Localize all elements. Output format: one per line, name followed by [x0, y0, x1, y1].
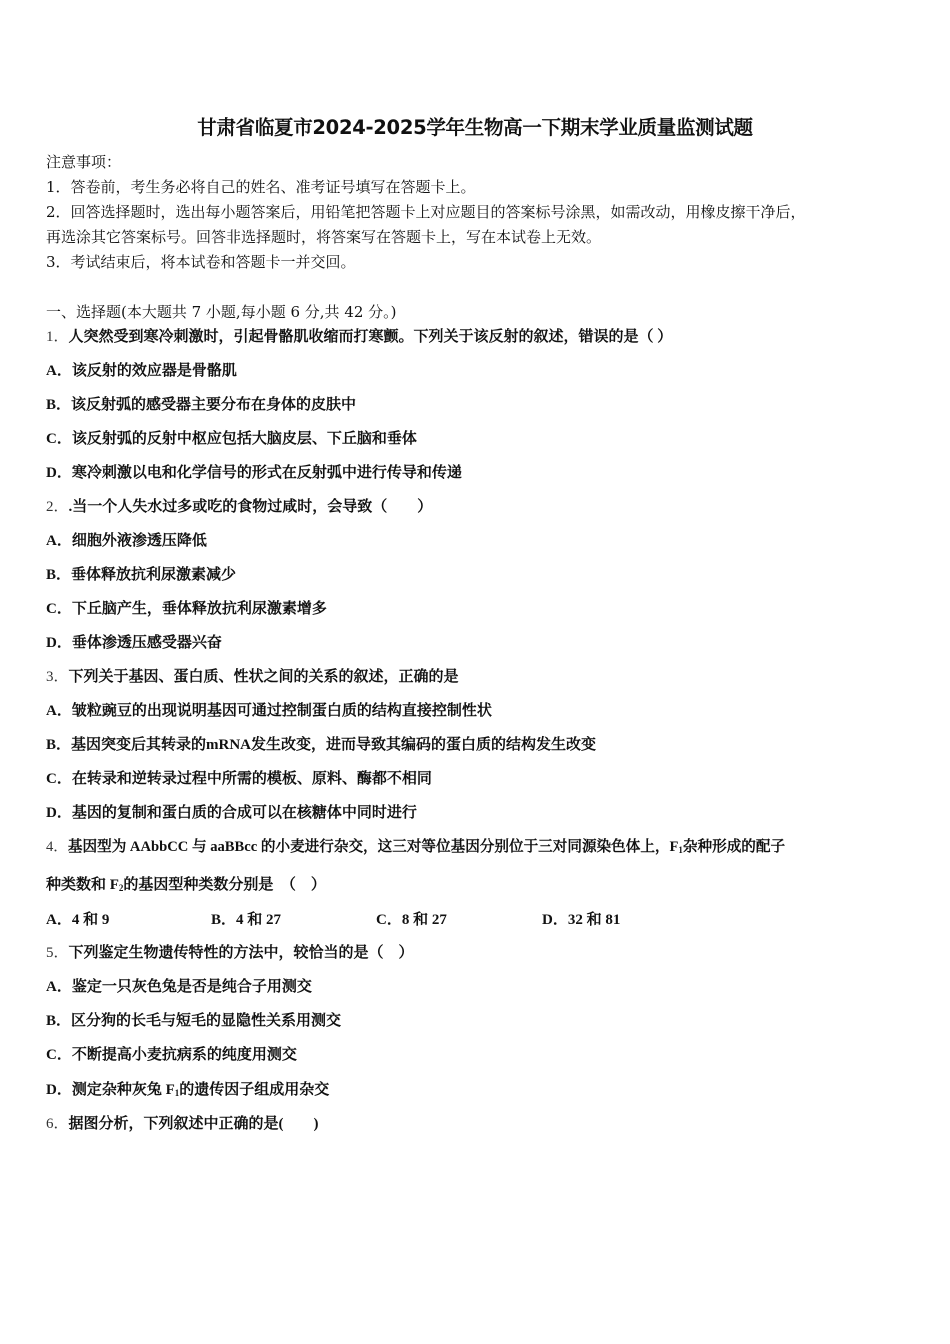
option-letter: A． [46, 979, 72, 995]
question-number: 1． [46, 329, 69, 345]
question-5-option-a [46, 976, 312, 997]
question-3-option-a [46, 700, 492, 721]
option-letter: D． [46, 1082, 72, 1098]
option-text: 垂体渗透压感受器兴奋 [71, 635, 222, 651]
question-number: 2． [46, 499, 69, 515]
question-4-stem [46, 837, 785, 860]
option-text-tail: 的遗传因子组成用杂交 [179, 1082, 330, 1098]
question-number: 6． [46, 1116, 69, 1132]
option-text: 4 和 27 [236, 912, 282, 928]
question-4-options [46, 908, 906, 928]
question-3-option-d [46, 802, 417, 823]
question-text: 下列关于基因、蛋白质、性状之间的关系的叙述，正确的是 [68, 669, 459, 685]
option-letter: B． [211, 912, 237, 928]
notice-item-1: 1．答卷前，考生务必将自己的姓名、准考证号填写在答题卡上。 [46, 178, 476, 196]
question-text: 基因型为 AAbbCC 与 aaBBcc 的小麦进行杂交，这三对等位基因分别位于三对同源染色体上，F [67, 839, 679, 855]
question-1-option-a [46, 360, 237, 381]
notice-item-2-cont: 再选涂其它答案标号。回答非选择题时，将答案写在答题卡上，写在本试卷上无效。 [46, 228, 602, 246]
section-heading: 一、选择题(本大题共 7 小题,每小题 6 分,共 42 分。) [46, 303, 397, 321]
option-text: 该反射弧的感受器主要分布在身体的皮肤中 [71, 397, 357, 413]
notice-item-3: 3．考试结束后，将本试卷和答题卡一并交回。 [46, 253, 356, 271]
page-title: 甘肃省临夏市2024-2025学年生物高一下期末学业质量监测试题 [197, 116, 753, 139]
question-1-option-c [46, 428, 417, 449]
question-text: 下列鉴定生物遗传特性的方法中，较恰当的是（ ） [68, 945, 414, 961]
question-4-option-c [376, 908, 447, 929]
option-letter: C． [46, 1047, 72, 1063]
option-text: 不断提高小麦抗病系的纯度用测交 [71, 1047, 297, 1063]
notice-item-2: 2．回答选择题时，选出每小题答案后，用铅笔把答题卡上对应题目的答案标号涂黑，如需改动，用橡皮擦干净后， [46, 203, 806, 221]
option-text: 基因突变后其转录的mRNA发生改变，进而导致其编码的蛋白质的结构发生改变 [71, 737, 597, 753]
option-letter: C． [46, 771, 72, 787]
option-letter: A． [46, 363, 72, 379]
question-2-stem [46, 496, 432, 517]
option-letter: D． [46, 805, 72, 821]
question-4-stem-cont [46, 874, 326, 898]
option-text: 8 和 27 [401, 912, 447, 928]
option-letter: C． [46, 431, 72, 447]
notice-heading: 注意事项： [46, 153, 122, 171]
option-text: 下丘脑产生，垂体释放抗利尿激素增多 [71, 601, 327, 617]
option-text: 垂体释放抗利尿激素减少 [71, 567, 237, 583]
question-4-option-b [211, 908, 281, 929]
option-letter: B． [46, 1013, 72, 1029]
question-text: .当一个人失水过多或吃的食物过咸时，会导致（ ） [68, 499, 433, 515]
question-1-option-b [46, 394, 356, 415]
option-letter: A． [46, 703, 72, 719]
question-5-stem [46, 942, 414, 963]
option-text: 皱粒豌豆的出现说明基因可通过控制蛋白质的结构直接控制性状 [71, 703, 492, 719]
question-text: 据图分析，下列叙述中正确的是( ) [68, 1116, 319, 1132]
question-number: 4． [46, 839, 68, 855]
option-text: 区分狗的长毛与短毛的显隐性关系用测交 [71, 1013, 342, 1029]
option-text: 鉴定一只灰色兔是否是纯合子用测交 [71, 979, 312, 995]
option-letter: C． [376, 912, 402, 928]
question-4-option-d [542, 908, 620, 929]
option-text: 32 和 81 [567, 912, 621, 928]
question-3-stem [46, 666, 459, 687]
question-3-option-b [46, 734, 596, 755]
option-letter: D． [46, 635, 72, 651]
question-text: 种类数和 F [46, 877, 119, 893]
option-text: 该反射弧的反射中枢应包括大脑皮层、下丘脑和垂体 [71, 431, 417, 447]
option-text: 该反射的效应器是骨骼肌 [71, 363, 237, 379]
question-text: 人突然受到寒冷刺激时，引起骨骼肌收缩而打寒颤。下列关于该反射的叙述，错误的是（ ） [68, 329, 673, 345]
question-2-option-a [46, 530, 207, 551]
option-letter: A． [46, 912, 72, 928]
option-letter: A． [46, 533, 72, 549]
question-5-option-c [46, 1044, 297, 1065]
question-2-option-d [46, 632, 222, 653]
question-5-option-d [46, 1079, 329, 1103]
subscript: 2 [118, 883, 124, 893]
question-4-option-a [46, 908, 109, 929]
question-text-tail: 杂种形成的配子 [682, 839, 786, 855]
question-2-option-c [46, 598, 327, 619]
option-letter: B． [46, 567, 72, 583]
question-number: 3． [46, 669, 69, 685]
question-6-stem [46, 1113, 319, 1134]
option-text: 寒冷刺激以电和化学信号的形式在反射弧中进行传导和传递 [71, 465, 462, 481]
question-1-stem [46, 326, 672, 347]
option-text: 基因的复制和蛋白质的合成可以在核糖体中同时进行 [71, 805, 417, 821]
subscript: 1 [678, 845, 683, 855]
question-5-option-b [46, 1010, 341, 1031]
option-letter: B． [46, 397, 72, 413]
option-text: 4 和 9 [71, 912, 110, 928]
option-text: 测定杂种灰兔 F [71, 1082, 175, 1098]
option-text: 在转录和逆转录过程中所需的模板、原料、酶都不相同 [71, 771, 432, 787]
option-letter: C． [46, 601, 72, 617]
option-text: 细胞外液渗透压降低 [71, 533, 207, 549]
question-number: 5． [46, 945, 69, 961]
option-letter: B． [46, 737, 72, 753]
question-text-tail: 的基因型种类数分别是 （ ） [123, 877, 326, 893]
option-letter: D． [542, 912, 568, 928]
option-letter: D． [46, 465, 72, 481]
question-2-option-b [46, 564, 236, 585]
subscript: 1 [174, 1088, 180, 1098]
question-1-option-d [46, 462, 462, 483]
question-3-option-c [46, 768, 432, 789]
